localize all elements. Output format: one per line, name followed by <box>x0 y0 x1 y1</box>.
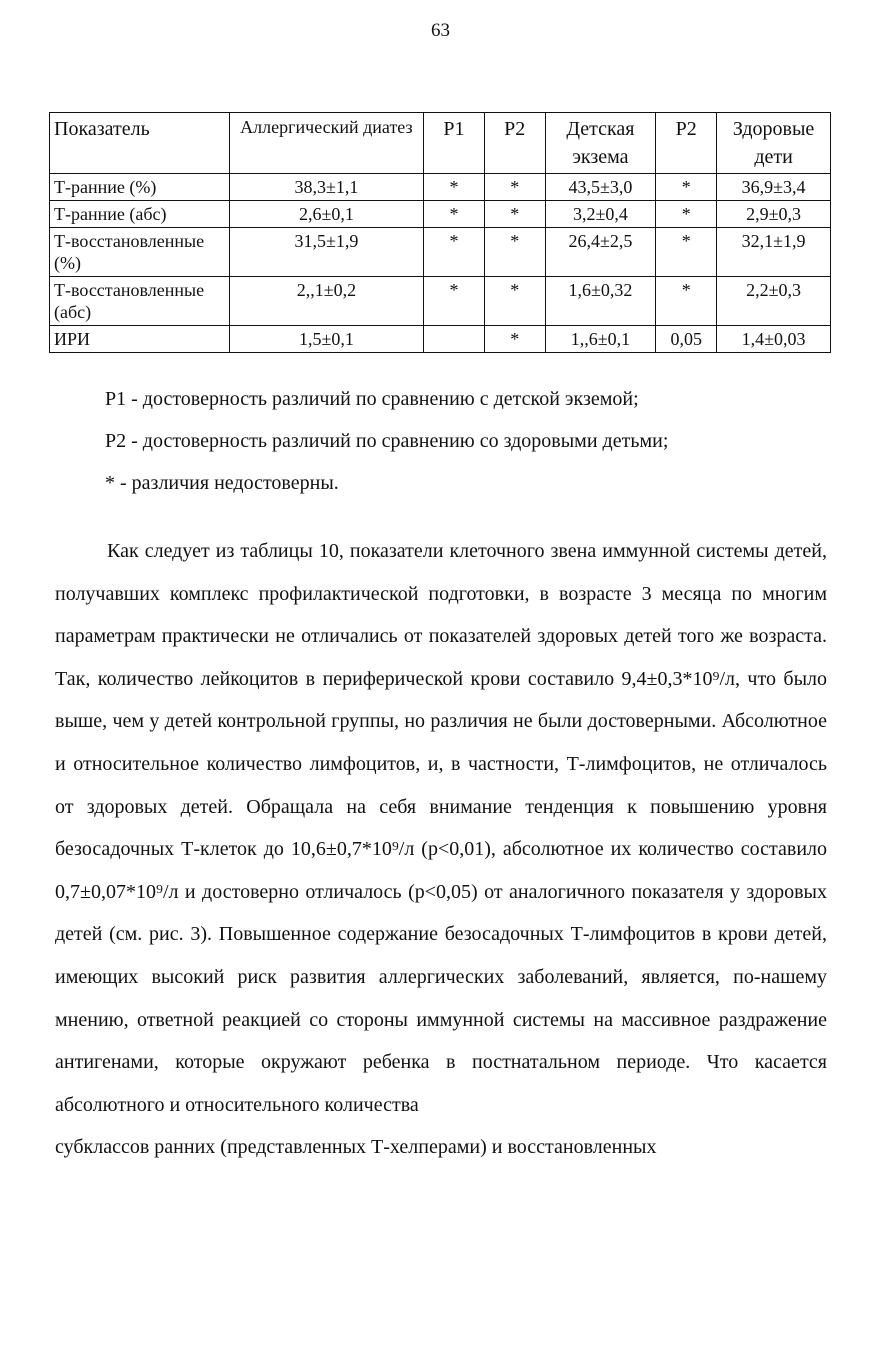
body-text <box>55 530 827 1169</box>
table-row <box>50 277 831 326</box>
cell-allergic: 2,6±0,1 <box>229 201 423 228</box>
cell-p1 <box>424 326 485 353</box>
cell-p2: * <box>484 228 545 277</box>
cell-p2-healthy: * <box>656 174 717 201</box>
table-row <box>50 174 831 201</box>
header-allergic-diathesis: Аллергический диатез <box>229 113 423 174</box>
cell-p1: * <box>424 201 485 228</box>
header-child-eczema: Детская экзема <box>545 113 656 174</box>
note-p2: Р2 - достоверность различий по сравнению со здоровыми детьми; <box>105 430 669 452</box>
row-label: Т-ранние (%) <box>50 174 230 201</box>
table-notes <box>105 378 668 504</box>
cell-p1: * <box>424 174 485 201</box>
note-asterisk: * - различия недостоверны. <box>105 472 339 494</box>
cell-p2: * <box>484 201 545 228</box>
cell-allergic: 38,3±1,1 <box>229 174 423 201</box>
table-header-row <box>50 113 831 174</box>
cell-eczema: 3,2±0,4 <box>545 201 656 228</box>
row-label: Т-восстановленные (абс) <box>50 277 230 326</box>
cell-p1: * <box>424 228 485 277</box>
cell-eczema: 1,6±0,32 <box>545 277 656 326</box>
cell-healthy: 1,4±0,03 <box>717 326 831 353</box>
page-number: 63 <box>431 20 450 41</box>
cell-healthy: 2,2±0,3 <box>717 277 831 326</box>
cell-healthy: 2,9±0,3 <box>717 201 831 228</box>
header-indicator: Показатель <box>50 113 230 174</box>
body-paragraph: Как следует из таблицы 10, показатели клеточного звена иммунной системы детей, получавших комплекс профилактической подготовки, в возрасте 3 месяца по многим параметрам практически не отличались от показателей здоровых детей того же возраста. Так, количество лейкоцитов в периферической крови составило 9,4±0,3*10⁹/л, что было выше, чем у детей контрольной группы, но различия не были достоверными. Абсолютное и относительное количество лимфоцитов, и, в частности, Т-лимфоцитов, не отличалось от здоровых детей. Обращала на себя внимание тенденция к повышению уровня безосадочных Т-клеток до 10,6±0,7*10⁹/л (р<0,01), абсолютное их количество составило 0,7±0,07*10⁹/л и достоверно отличалось (р<0,05) от аналогичного показателя у здоровых детей (см. рис. 3). Повышенное содержание безосадочных Т-лимфоцитов в крови детей, имеющих высокий риск развития аллергических заболеваний, является, по-нашему мнению, ответной реакцией со стороны иммунной системы на массивное раздражение антигенами, которые окружают ребенка в постнатальном периоде. Что касается абсолютного и относительного количества <box>55 540 827 1116</box>
cell-p2-healthy: * <box>656 277 717 326</box>
cell-healthy: 36,9±3,4 <box>717 174 831 201</box>
header-p2-healthy: Р2 <box>656 113 717 174</box>
header-p2: Р2 <box>484 113 545 174</box>
row-label: Т-ранние (абс) <box>50 201 230 228</box>
cell-healthy: 32,1±1,9 <box>717 228 831 277</box>
cell-eczema: 26,4±2,5 <box>545 228 656 277</box>
cell-allergic: 31,5±1,9 <box>229 228 423 277</box>
table-row <box>50 201 831 228</box>
cell-p2: * <box>484 174 545 201</box>
cell-p2-healthy: * <box>656 228 717 277</box>
cell-eczema: 1,,6±0,1 <box>545 326 656 353</box>
results-table <box>49 112 831 353</box>
cell-p2-healthy: 0,05 <box>656 326 717 353</box>
cell-p2: * <box>484 277 545 326</box>
cell-p2: * <box>484 326 545 353</box>
cell-p2-healthy: * <box>656 201 717 228</box>
row-label: Т-восстановленные (%) <box>50 228 230 277</box>
table-row <box>50 326 831 353</box>
table-row <box>50 228 831 277</box>
cell-allergic: 1,5±0,1 <box>229 326 423 353</box>
body-last-line: субклассов ранних (представленных Т-хелперами) и восстановленных <box>55 1136 657 1159</box>
cell-p1: * <box>424 277 485 326</box>
header-p1: Р1 <box>424 113 485 174</box>
note-p1: Р1 - достоверность различий по сравнению с детской экземой; <box>105 388 639 410</box>
header-healthy-children: Здоровые дети <box>717 113 831 174</box>
cell-allergic: 2,,1±0,2 <box>229 277 423 326</box>
cell-eczema: 43,5±3,0 <box>545 174 656 201</box>
row-label: ИРИ <box>50 326 230 353</box>
